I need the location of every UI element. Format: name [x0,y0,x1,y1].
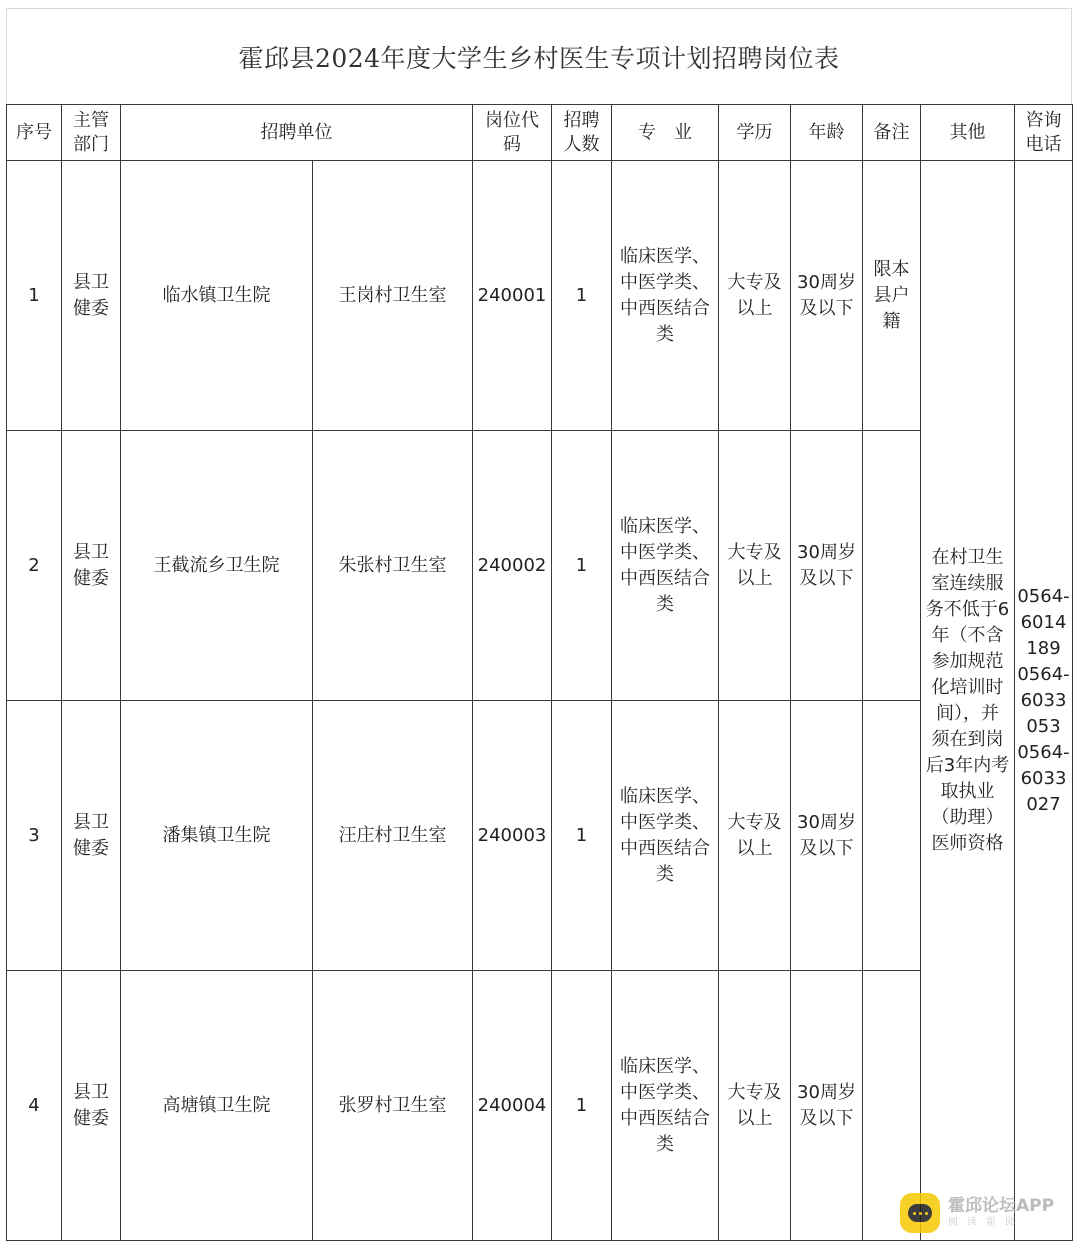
cell-edu: 大专及 以上 [719,701,791,971]
header-dept: 主管 部门 [62,105,121,161]
title-box [6,8,1072,104]
cell-edu: 大专及 以上 [719,161,791,431]
header-age: 年龄 [791,105,863,161]
cell-village: 王岗村卫生室 [313,161,473,431]
watermark-name: 霍邱论坛APP [948,1196,1055,1216]
chat-bubble-icon [900,1193,940,1233]
table-row [7,161,1073,431]
cell-town: 潘集镇卫生院 [121,701,313,971]
cell-major: 临床医学、 中医学类、 中西医结合 类 [612,971,719,1241]
header-count: 招聘 人数 [552,105,612,161]
cell-age: 30周岁 及以下 [791,431,863,701]
cell-code: 240003 [473,701,552,971]
cell-phone: 0564- 6014 189 0564- 6033 053 0564- 6033 027 [1015,161,1073,1241]
cell-edu: 大专及 以上 [719,971,791,1241]
cell-other: 在村卫生 室连续服 务不低于6 年（不含 参加规范 化培训时 间），并 须在到岗 后3年内考 取执业 （助理） 医师资格 [921,161,1015,1241]
cell-village: 朱张村卫生室 [313,431,473,701]
header-phone: 咨询 电话 [1015,105,1073,161]
cell-seq: 1 [7,161,62,431]
header-unit: 招聘单位 [121,105,473,161]
app-watermark [900,1189,1070,1237]
cell-dept: 县卫 健委 [62,161,121,431]
cell-edu: 大专及 以上 [719,431,791,701]
cell-major: 临床医学、 中医学类、 中西医结合 类 [612,431,719,701]
cell-age: 30周岁 及以下 [791,701,863,971]
cell-count: 1 [552,701,612,971]
cell-dept: 县卫 健委 [62,971,121,1241]
table-row [7,701,1073,971]
cell-major: 临床医学、 中医学类、 中西医结合 类 [612,161,719,431]
cell-seq: 2 [7,431,62,701]
header-note: 备注 [863,105,921,161]
table-row [7,431,1073,701]
job-table [6,104,1073,1241]
cell-code: 240004 [473,971,552,1241]
cell-town: 临水镇卫生院 [121,161,313,431]
header-row [7,105,1073,161]
cell-town: 王截流乡卫生院 [121,431,313,701]
cell-seq: 3 [7,701,62,971]
cell-count: 1 [552,161,612,431]
header-other: 其他 [921,105,1015,161]
cell-major: 临床医学、 中医学类、 中西医结合 类 [612,701,719,971]
cell-count: 1 [552,431,612,701]
watermark-sub: 阅读霍邱 [948,1217,1024,1228]
cell-dept: 县卫 健委 [62,431,121,701]
cell-village: 张罗村卫生室 [313,971,473,1241]
header-edu: 学历 [719,105,791,161]
cell-town: 高塘镇卫生院 [121,971,313,1241]
cell-code: 240001 [473,161,552,431]
page-title: 霍邱县2024年度大学生乡村医生专项计划招聘岗位表 [238,43,840,73]
cell-seq: 4 [7,971,62,1241]
cell-note [863,701,921,971]
cell-note [863,431,921,701]
cell-age: 30周岁 及以下 [791,971,863,1241]
cell-code: 240002 [473,431,552,701]
header-code: 岗位代 码 [473,105,552,161]
cell-dept: 县卫 健委 [62,701,121,971]
cell-age: 30周岁 及以下 [791,161,863,431]
header-major: 专 业 [612,105,719,161]
cell-count: 1 [552,971,612,1241]
header-seq: 序号 [7,105,62,161]
cell-note: 限本 县户 籍 [863,161,921,431]
cell-village: 汪庄村卫生室 [313,701,473,971]
